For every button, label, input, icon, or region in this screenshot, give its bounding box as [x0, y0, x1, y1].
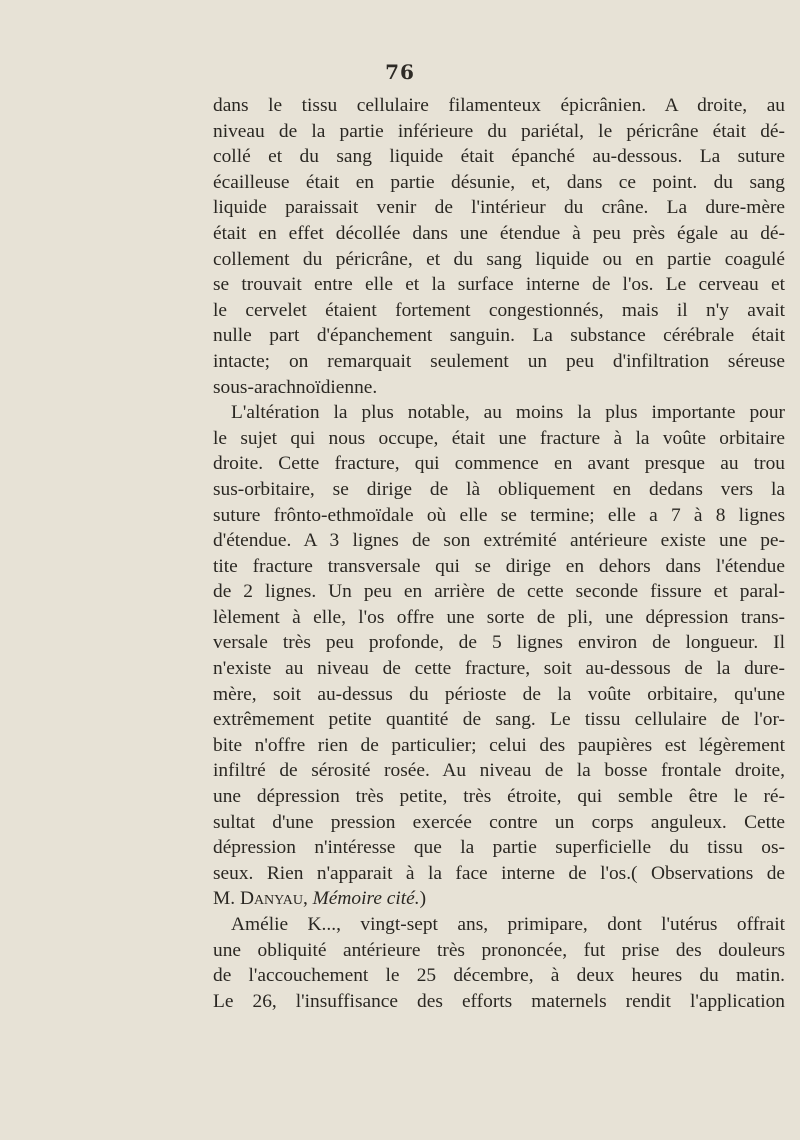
citation-work: Mémoire cité.: [312, 888, 420, 910]
text-line: versale très peu profonde, de 5 lignes environ de longueur. Il: [213, 632, 785, 654]
text-line: tite fracture transversale qui se dirige en dehors dans l'étendue: [213, 555, 785, 577]
text-line: de l'accouchement le 25 décembre, à deux heures du matin.: [213, 965, 785, 987]
text-line: infiltré de sérosité rosée. Au niveau de la bosse frontale droite,: [213, 760, 785, 782]
text-line: était en effet décollée dans une étendue à peu près égale au dé-: [213, 222, 785, 244]
text-line: nulle part d'épanchement sanguin. La substance cérébrale était: [213, 325, 785, 347]
text-line: Amélie K..., vingt-sept ans, primipare, dont l'utérus offrait: [231, 914, 785, 935]
text-line: droite. Cette fracture, qui commence en avant presque au trou: [213, 453, 785, 475]
text-line: Le 26, l'insuffisance des efforts maternels rendit l'application: [213, 990, 785, 1012]
text-line: collé et du sang liquide était épanché au-dessous. La suture: [213, 146, 785, 168]
text-line: se trouvait entre elle et la surface interne de l'os. Le cerveau et: [213, 274, 785, 296]
text-line: [213, 886, 785, 912]
text-line: sultat d'une pression exercée contre un corps anguleux. Cette: [213, 811, 785, 833]
text-line: d'étendue. A 3 lignes de son extrémité antérieure existe une pe-: [213, 530, 785, 552]
text-line: le sujet qui nous occupe, était une fracture à la voûte orbitaire: [213, 427, 785, 449]
text-line: collement du péricrâne, et du sang liquide ou en partie coagulé: [213, 248, 785, 270]
page-number: 76: [385, 60, 415, 84]
text-line: suture frônto-ethmoïdale où elle se termine; elle a 7 à 8 lignes: [213, 504, 785, 526]
text-line: n'existe au niveau de cette fracture, soit au-dessous de la dure-: [213, 658, 785, 680]
text-line: une obliquité antérieure très prononcée, fut prise des douleurs: [213, 939, 785, 961]
text-line: lèlement à elle, l'os offre une sorte de pli, une dépression trans-: [213, 606, 785, 628]
text-line: de 2 lignes. Un peu en arrière de cette seconde fissure et paral-: [213, 581, 785, 603]
citation-prefix: M.: [213, 888, 240, 910]
citation-author: Danyau: [239, 888, 303, 910]
text-line: écailleuse était en partie désunie, et, dans ce point. du sang: [213, 171, 785, 193]
text-line: liquide paraissait venir de l'intérieur du crâne. La dure-mère: [213, 197, 785, 219]
text-line: sous-arachnoïdienne.: [213, 376, 378, 398]
text-line: intacte; on remarquait seulement un peu d'infiltration séreuse: [213, 350, 785, 372]
text-line: seux. Rien n'apparait à la face interne de l'os.( Observations de: [213, 862, 785, 884]
text-line: bite n'offre rien de particulier; celui des paupières est légèrement: [213, 734, 785, 756]
text-line: mère, soit au-dessus du périoste de la voûte orbitaire, qu'une: [213, 683, 785, 705]
body-text: [213, 93, 785, 1014]
text-line: extrêmement petite quantité de sang. Le tissu cellulaire de l'or-: [213, 709, 785, 731]
text-line: L'altération la plus notable, au moins la plus importante pour: [231, 402, 785, 424]
text-line: dans le tissu cellulaire filamenteux épicrânien. A droite, au: [213, 95, 785, 116]
text-line: le cervelet étaient fortement congestionnés, mais il n'y avait: [213, 299, 785, 321]
text-line: une dépression très petite, très étroite, qui semble être le ré-: [213, 786, 785, 808]
citation-separator: ,: [302, 888, 313, 910]
text-line: dépression n'intéresse que la partie superficielle du tissu os-: [213, 837, 785, 859]
citation-suffix: ): [419, 888, 427, 910]
text-line: niveau de la partie inférieure du pariétal, le péricrâne était dé-: [213, 120, 785, 142]
text-line: sus-orbitaire, se dirige de là obliquement en dedans vers la: [213, 478, 785, 500]
